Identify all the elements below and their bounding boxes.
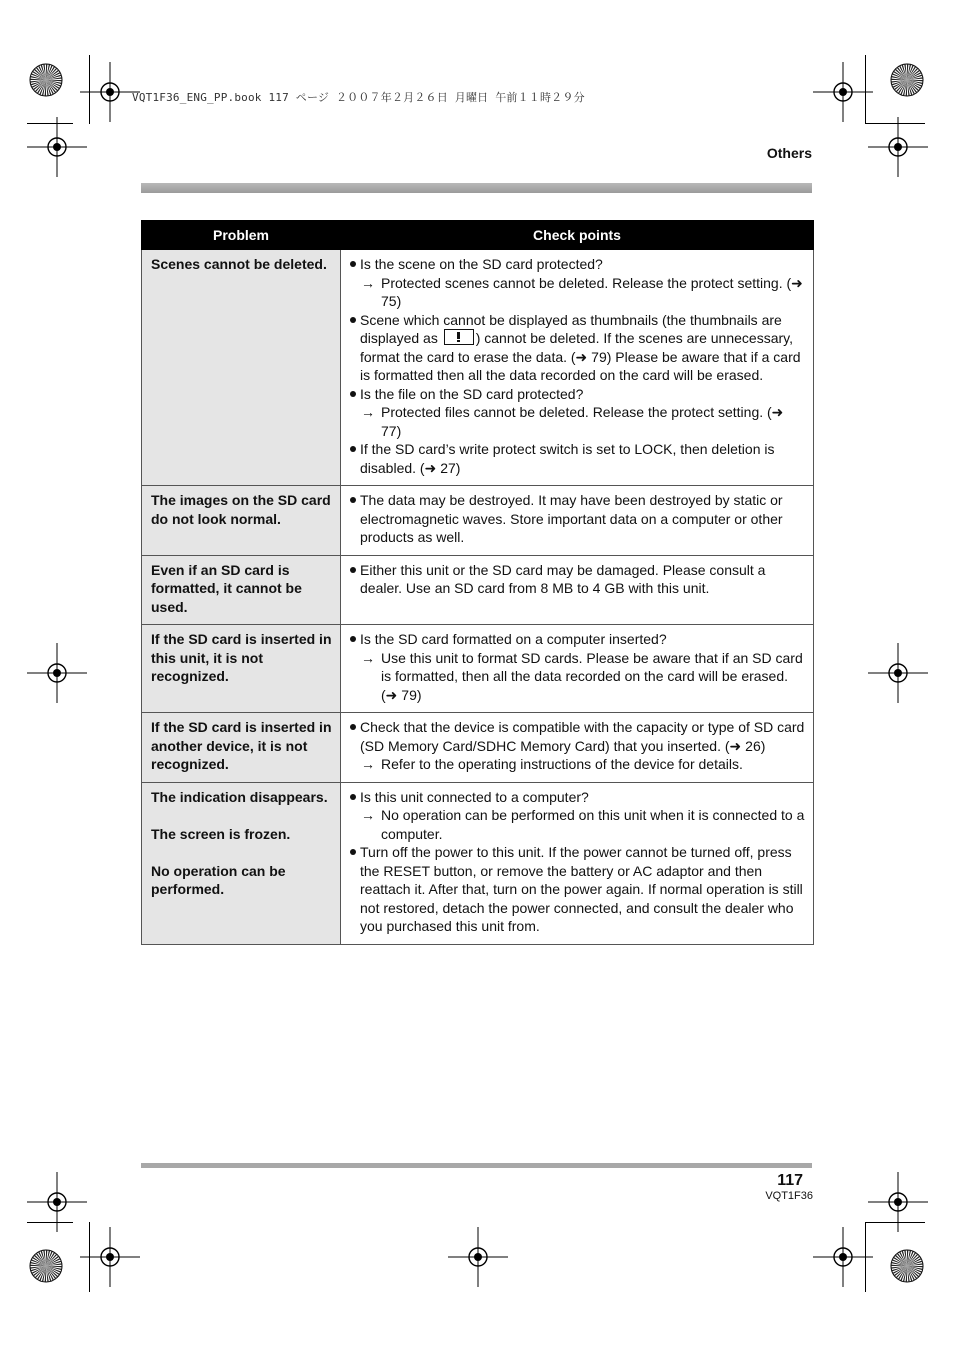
table-row <box>142 782 814 944</box>
check-point-remedy <box>350 806 805 843</box>
registration-target-icon <box>27 117 87 177</box>
remedy-text: Refer to the operating instructions of the device for details. <box>381 756 743 772</box>
registration-target-icon <box>448 1227 508 1287</box>
color-wheel-icon <box>29 63 63 97</box>
right-arrow-icon: → <box>361 649 375 666</box>
table-header-row <box>142 221 814 250</box>
check-points-cell <box>341 555 814 625</box>
registration-target-icon <box>27 643 87 703</box>
unreadable-thumbnail-icon <box>444 329 474 345</box>
crop-mark <box>865 1222 866 1292</box>
crop-mark <box>865 55 866 124</box>
right-arrow-icon: → <box>361 756 375 772</box>
check-points-cell <box>341 782 814 944</box>
problem-text: If the SD card is inserted in this unit, it is not recognized. <box>151 631 332 684</box>
problem-text: No operation can be performed. <box>151 862 286 897</box>
check-points-cell <box>341 713 814 783</box>
check-point-text: ) cannot be deleted. If the scenes are unnecessary, format the card to erase the data. (➜ 79) Please be aware that if a card is formatted then all the data recorded on the card will be erased. <box>360 330 801 383</box>
check-point-item <box>350 311 805 385</box>
color-wheel-icon <box>890 63 924 97</box>
remedy-text: Protected scenes cannot be deleted. Release the protect setting. (➜ 75) <box>381 274 803 309</box>
registration-target-icon <box>868 643 928 703</box>
table-row <box>142 555 814 625</box>
crop-mark <box>865 1222 925 1223</box>
registration-target-icon <box>868 1172 928 1232</box>
crop-mark <box>89 55 90 124</box>
check-point-text: Scene which cannot be displayed as thumbnails (the thumbnails are displayed as <box>360 311 782 346</box>
crop-mark <box>27 123 73 124</box>
problem-text: The screen is frozen. <box>151 825 291 842</box>
registration-target-icon <box>868 117 928 177</box>
problem-cell <box>142 486 341 556</box>
problem-cell <box>142 625 341 713</box>
check-point-item: Is the SD card formatted on a computer inserted? <box>350 630 805 649</box>
check-point-item: Turn off the power to this unit. If the power cannot be turned off, press the RESET button, or remove the battery or AC adaptor and then reattach it. After that, turn on the power again. If normal operation is still not restored, detach the power connected, and consult the dealer who you purchased this unit from. <box>350 843 805 936</box>
header-rule <box>141 183 812 193</box>
problem-text: The images on the SD card do not look normal. <box>151 492 331 527</box>
table-row <box>142 250 814 486</box>
check-point-item: Check that the device is compatible with the capacity or type of SD card (SD Memory Card/SDHC Memory Card) that you inserted. (➜ 26) <box>350 718 805 755</box>
table-body <box>142 250 814 945</box>
check-point-item: The data may be destroyed. It may have been destroyed by static or electromagnetic waves. Store important data on a computer or other products as well. <box>350 491 805 547</box>
remedy-text: No operation can be performed on this unit when it is connected to a computer. <box>381 807 805 842</box>
problem-text: Scenes cannot be deleted. <box>151 256 327 272</box>
color-wheel-icon <box>890 1249 924 1283</box>
section-label: Others <box>766 145 812 161</box>
check-points-cell <box>341 486 814 556</box>
color-wheel-icon <box>29 1249 63 1283</box>
check-point-remedy <box>350 274 805 311</box>
problem-text: If the SD card is inserted in another device, it is not recognized. <box>151 719 332 772</box>
check-point-item: Is this unit connected to a computer? <box>350 788 805 807</box>
problem-text: Even if an SD card is formatted, it cannot be used. <box>151 561 302 615</box>
problem-text: The indication disappears. <box>151 788 328 805</box>
print-header: VQT1F36_ENG_PP.book 117 ページ ２００７年２月２６日 月曜日 午前１１時２９分 <box>132 91 585 104</box>
right-arrow-icon: → <box>361 404 375 420</box>
table-row <box>142 713 814 783</box>
check-point-remedy <box>350 755 805 774</box>
check-point-item: Either this unit or the SD card may be damaged. Please consult a dealer. Use an SD card from 8 MB to 4 GB with this unit. <box>350 561 805 598</box>
check-point-item: Is the scene on the SD card protected? <box>350 255 805 274</box>
check-points-cell <box>341 250 814 486</box>
right-arrow-icon: → <box>361 274 375 291</box>
registration-target-icon <box>813 1227 873 1287</box>
problem-cell <box>142 555 341 625</box>
check-point-remedy <box>350 403 805 440</box>
problem-cell <box>142 782 341 944</box>
check-point-remedy <box>350 649 805 705</box>
model-code: VQT1F36 <box>765 1190 813 1202</box>
crop-mark <box>865 123 925 124</box>
crop-mark <box>89 1222 90 1292</box>
check-points-cell <box>341 625 814 713</box>
check-point-item: If the SD card’s write protect switch is set to LOCK, then deletion is disabled. (➜ 27) <box>350 440 805 477</box>
remedy-text: Protected files cannot be deleted. Release the protect setting. (➜ 77) <box>381 404 784 439</box>
right-arrow-icon: → <box>361 807 375 823</box>
problem-cell <box>142 713 341 783</box>
table-row <box>142 625 814 713</box>
remedy-text: Use this unit to format SD cards. Please be aware that if an SD card is formatted, then all the data recorded on the card will be erased. (➜ 79) <box>381 649 803 703</box>
table-row <box>142 486 814 556</box>
header-check-points: Check points <box>341 221 814 250</box>
registration-target-icon <box>813 62 873 122</box>
problem-cell <box>142 250 341 486</box>
crop-mark <box>27 1222 73 1223</box>
troubleshooting-table <box>141 220 814 945</box>
page-number: 117 <box>777 1172 803 1189</box>
header-problem: Problem <box>142 221 341 250</box>
footer-rule <box>141 1163 812 1168</box>
check-point-item: Is the file on the SD card protected? <box>350 385 805 404</box>
registration-target-icon <box>27 1172 87 1232</box>
